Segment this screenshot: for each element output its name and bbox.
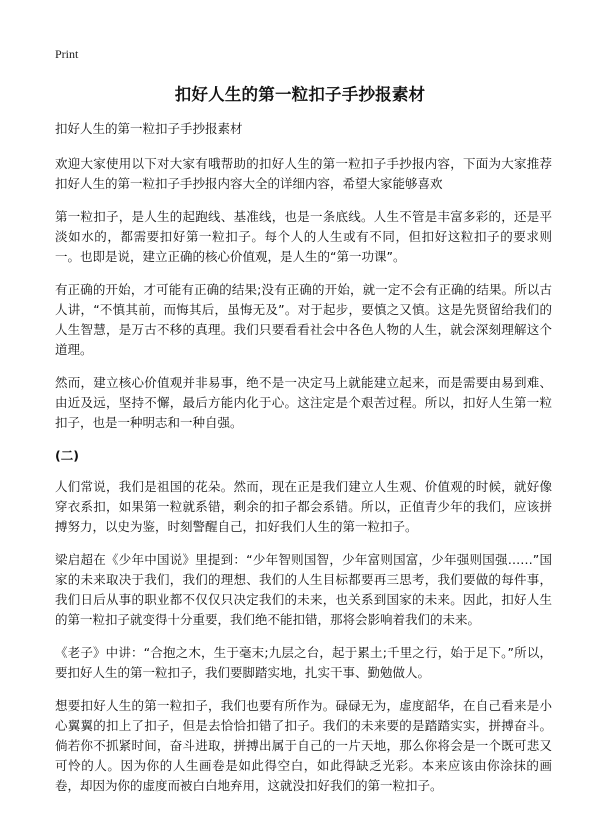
paragraph-2: 有正确的开始，才可能有正确的结果;没有正确的开始，就一定不会有正确的结果。所以古人讲，“不慎其前，而悔其后，虽悔无及”。对于起步，要慎之又慎。这是先贤留给我们的人生智慧，是万古不移的真理。我们只要看看社会中各色人物的人生，就会深刻理解这个道理。 xyxy=(55,282,552,357)
document-title: 扣好人生的第一粒扣子手抄报素材 xyxy=(174,85,426,104)
section-marker: (二) xyxy=(55,448,79,463)
paragraph-3: 然而，建立核心价值观并非易事，绝不是一决定马上就能建立起来，而是需要由易到难、由近及远，坚持不懈，最后方能内化于心。这注定是个艰苦过程。所以，扣好人生第一粒扣子，也是一种明志和一种自强。 xyxy=(55,375,552,430)
paragraph-6: 《老子》中讲：“合抱之木，生于毫末;九层之台，起于累土;千里之行，始于足下。”所以，要扣好人生的第一粒扣子，我们要脚踏实地，扎实干事、勤勉做人。 xyxy=(55,645,552,680)
paragraph-1: 第一粒扣子，是人生的起跑线、基准线，也是一条底线。人生不管是丰富多彩的，还是平淡如水的，都需要扣好第一粒扣子。每个人的人生或有不同，但扣好这粒扣子的要求则一。也即是说，建立正确的核心价值观，是人生的“第一功课”。 xyxy=(55,209,552,264)
paragraph-intro: 欢迎大家使用以下对大家有哦帮助的扣好人生的第一粒扣子手抄报内容，下面为大家推荐扣好人生的第一粒扣子手抄报内容大全的详细内容，希望大家能够喜欢 xyxy=(55,156,552,191)
document-subtitle: 扣好人生的第一粒扣子手抄报素材 xyxy=(55,121,243,136)
paragraph-7: 想要扣好人生的第一粒扣子，我们也要有所作为。碌碌无为，虚度韶华，在自己看来是小心翼翼的扣上了扣子，但是去恰恰扣错了扣子。我们的未来要的是踏踏实实，拼搏奋斗。倘若你不抓紧时间，奋斗进取，拼搏出属于自己的一片天地，那么你将会是一个既可悲又可怜的人。因为你的人生画卷是如此得空白，如此得缺乏光彩。本来应该由你涂抹的画卷，却因为你的虚度而被白白地弃用，这就没扣好我们的第一粒扣子。 xyxy=(55,698,552,793)
document-body xyxy=(55,119,552,809)
print-label: Print xyxy=(55,47,79,61)
paragraph-4: 人们常说，我们是祖国的花朵。然而，现在正是我们建立人生观、价值观的时候，就好像穿衣系扣，如果第一粒就系错，剩余的扣子都会系错。所以，正值青少年的我们，应该拼搏努力，以史为鉴，时刻警醒自己，扣好我们人生的第一粒扣子。 xyxy=(55,479,552,534)
paragraph-5: 梁启超在《少年中国说》里提到：“少年智则国智，少年富则国富，少年强则国强……”国家的未来取决于我们，我们的理想、我们的人生目标都要再三思考，我们要做的每件事，我们日后从事的职业都不仅仅只决定我们的未来，也关系到国家的未来。因此，扣好人生的第一粒扣子就变得十分重要，我们绝不能扣错，那将会影响着我们的未来。 xyxy=(55,552,552,627)
